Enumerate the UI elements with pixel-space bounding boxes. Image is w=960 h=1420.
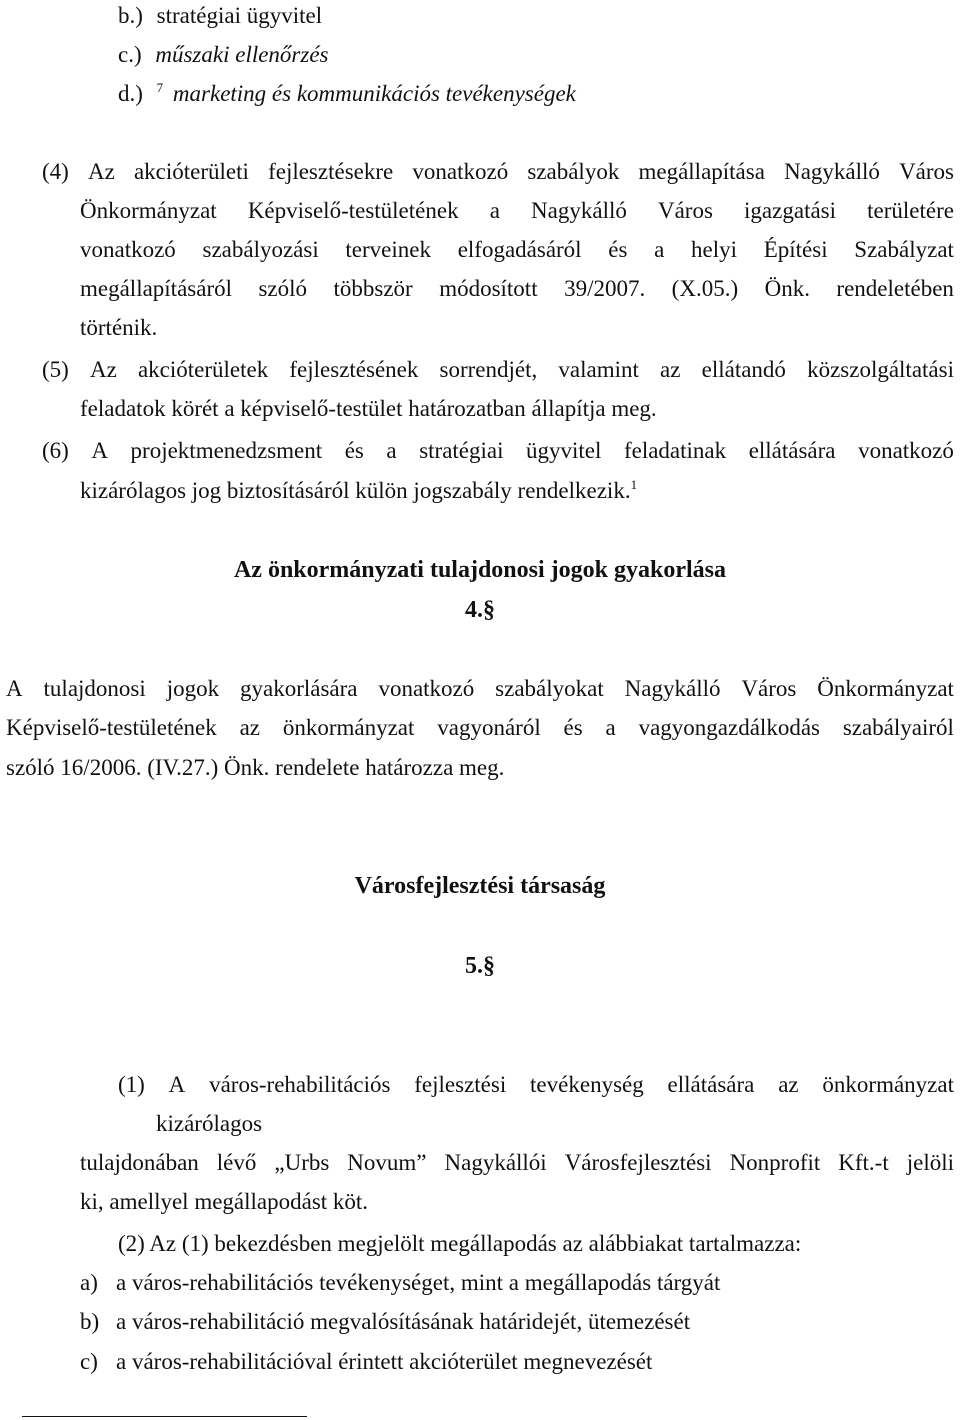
- list-label: c): [80, 1349, 98, 1374]
- list-label: b.): [118, 3, 143, 28]
- list-item: [80, 1271, 720, 1294]
- list-label: d.): [118, 81, 143, 106]
- para4-line3: vonatkozó szabályozási terveinek elfogadásáról és a helyi Építési Szabályzat: [80, 237, 954, 262]
- para5-line1: (5) Az akcióterületek fejlesztésének sorrendjét, valamint az ellátandó közszolgáltatási: [42, 357, 954, 382]
- para5-line2: feladatok körét a képviselő-testület határozatban állapítja meg.: [80, 396, 657, 421]
- para5-1-line2: kizárólagos: [156, 1111, 263, 1136]
- para5-1-line1: (1) A város-rehabilitációs fejlesztési tevékenység ellátására az önkormányzat: [118, 1072, 954, 1097]
- para4-line1: (4) Az akcióterületi fejlesztésekre vonatkozó szabályok megállapítása Nagykálló Város: [42, 159, 954, 184]
- section-heading: Városfejlesztési társaság: [354, 873, 606, 899]
- para6-text: kizárólagos jog biztosításáról külön jogszabály rendelkezik.: [80, 478, 631, 503]
- section-number: 5.§: [465, 953, 495, 979]
- list-label: a): [80, 1270, 98, 1295]
- para6-line2: [80, 478, 637, 502]
- footnote-ref: 1: [630, 477, 638, 492]
- para4-line5: történik.: [80, 315, 158, 340]
- section-heading: Az önkormányzati tulajdonosi jogok gyakorlása: [233, 557, 727, 583]
- para-tulaj-line2: Képviselő-testületének az önkormányzat vagyonáról és a vagyongazdálkodás szabályairól: [6, 715, 954, 740]
- para4-line4: megállapításáról szóló többször módosított 39/2007. (X.05.) Önk. rendeletében: [80, 276, 954, 301]
- list-item: [80, 1350, 652, 1373]
- list-text: marketing és kommunikációs tevékenységek: [172, 81, 576, 106]
- para5-1-line4: ki, amellyel megállapodást köt.: [80, 1189, 369, 1214]
- list-item-d: [118, 81, 576, 105]
- footnote-separator: [22, 1416, 307, 1417]
- para-tulaj-line1: A tulajdonosi jogok gyakorlására vonatkozó szabályokat Nagykálló Város Önkormányzat: [6, 676, 954, 701]
- para-tulaj-line3: szóló 16/2006. (IV.27.) Önk. rendelete határozza meg.: [6, 755, 505, 780]
- footnote-ref: 7: [156, 80, 164, 95]
- para6-line1: (6) A projektmenedzsment és a stratégiai ügyvitel feladatinak ellátására vonatkozó: [42, 438, 954, 463]
- list-text: a város-rehabilitációs tevékenységet, mint a megállapodás tárgyát: [116, 1270, 721, 1295]
- list-text: stratégiai ügyvitel: [156, 3, 323, 28]
- list-label: c.): [118, 42, 142, 67]
- list-item: [80, 1310, 690, 1333]
- para5-1-line3: tulajdonában lévő „Urbs Novum” Nagykállói Városfejlesztési Nonprofit Kft.-t jelöli: [80, 1150, 954, 1175]
- para4-line2: Önkormányzat Képviselő-testületének a Nagykálló Város igazgatási területére: [80, 198, 954, 223]
- list-text: a város-rehabilitáció megvalósításának határidejét, ütemezését: [116, 1309, 691, 1334]
- list-label: b): [80, 1309, 100, 1334]
- list-text: műszaki ellenőrzés: [155, 42, 329, 67]
- list-text: a város-rehabilitációval érintett akcióterület megnevezését: [116, 1349, 653, 1374]
- list-item-b: [118, 4, 322, 27]
- para5-2-line1: (2) Az (1) bekezdésben megjelölt megállapodás az alábbiakat tartalmazza:: [118, 1231, 802, 1256]
- section-number: 4.§: [465, 597, 495, 623]
- list-item-c: [118, 43, 329, 66]
